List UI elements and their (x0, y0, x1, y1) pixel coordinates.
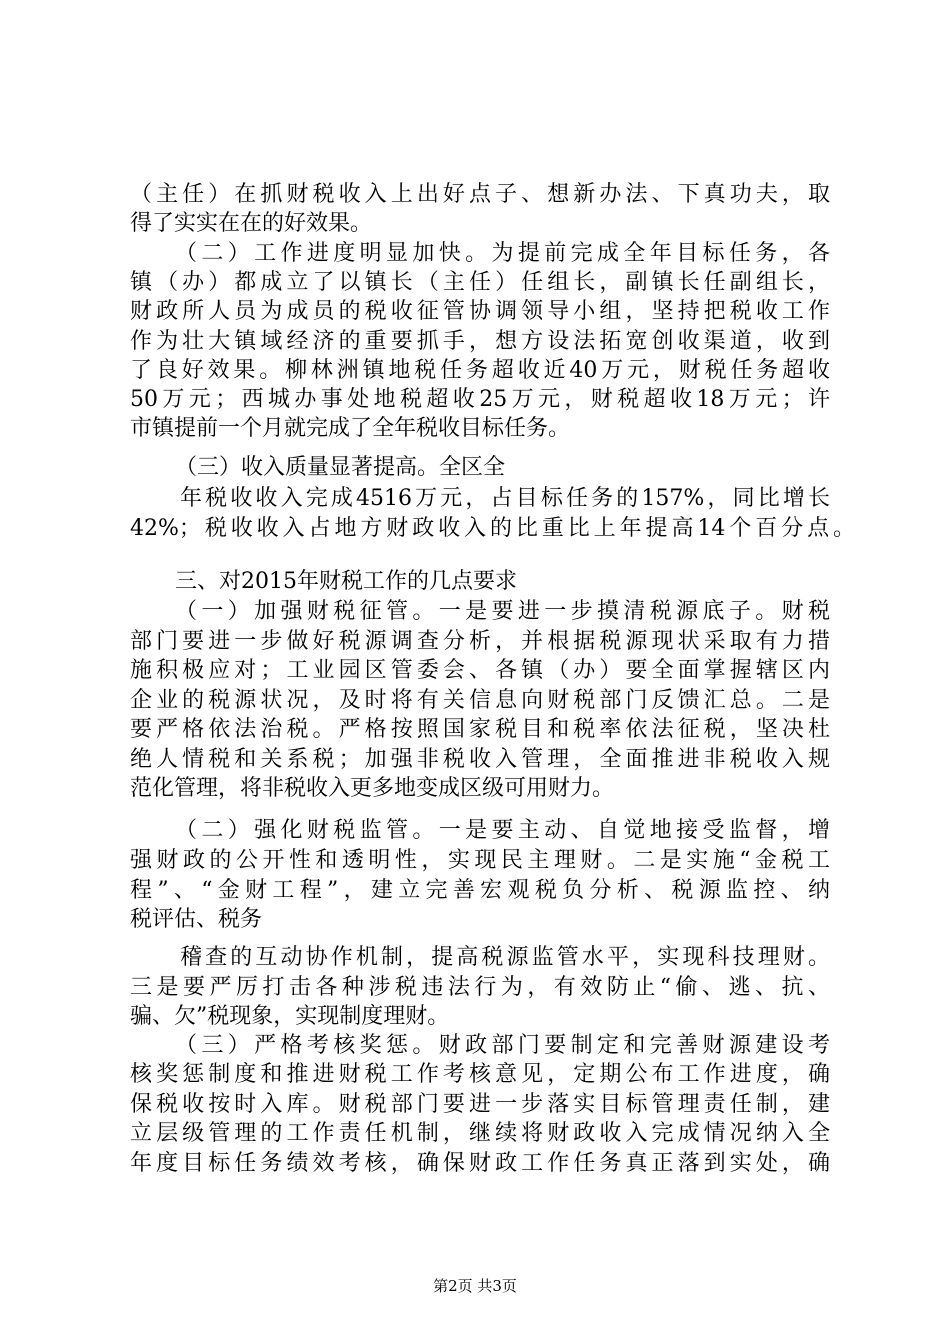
text-line: （三）收入质量显著提高。全区全 (175, 455, 506, 480)
text-line: 绝人情税和关系税；加强非税收入管理，全面推进非税收入规 (130, 747, 830, 772)
text-line: 企业的税源状况，及时将有关信息向财税部门反馈汇总。二是 (130, 688, 830, 713)
text-line: （一）加强财税征管。一是要进一步摸清税源底子。财税 (175, 599, 830, 624)
text-line: 程”、“金财工程”，建立完善宏观税负分析、税源监控、纳 (130, 878, 830, 903)
text-line: 税评估、税务 (130, 907, 263, 932)
text-line: 稽查的互动协作机制，提高税源监管水平，实现科技理财。 (180, 945, 830, 970)
text-line: 年度目标任务绩效考核，确保财政工作任务真正落到实处，确 (130, 1151, 830, 1176)
text-line: （二）强化财税监管。一是要主动、自觉地接受监督，增 (175, 818, 830, 843)
text-line: （主任）在抓财税收入上出好点子、想新办法、下真功夫，取 (130, 182, 830, 207)
text-line: 范化管理，将非税收入更多地变成区级可用财力。 (130, 776, 615, 801)
text-line: 部门要进一步做好税源调查分析，并根据税源现状采取有力措 (130, 629, 830, 654)
text-line: 镇（办）都成立了以镇长（主任）任组长，副镇长任副组长， (130, 270, 830, 295)
text-line: 骗、欠”税现象，实现制度理财。 (130, 1004, 450, 1029)
text-line: 三是要严厉打击各种涉税违法行为，有效防止“偷、逃、抗、 (130, 975, 830, 1000)
text-line: 作为壮大镇域经济的重要抓手，想方设法拓宽创收渠道，收到 (130, 329, 830, 354)
text-line: 得了实实在在的好效果。 (130, 211, 373, 236)
section-heading: 三、对2015年财税工作的几点要求 (175, 569, 517, 594)
text-line: 年税收收入完成4516万元，占目标任务的157%，同比增长 (180, 486, 830, 511)
text-line: 保税收按时入库。财税部门要进一步落实目标管理责任制，建 (130, 1092, 830, 1117)
text-line: 50万元；西城办事处地税超收25万元，财税超收18万元；许 (130, 387, 830, 412)
text-line: 核奖惩制度和推进财税工作考核意见，定期公布工作进度，确 (130, 1062, 830, 1087)
text-line: （二）工作进度明显加快。为提前完成全年目标任务，各 (175, 241, 830, 266)
text-line: 了良好效果。柳林洲镇地税任务超收近40万元，财税任务超收 (130, 358, 830, 383)
text-line: 财政所人员为成员的税收征管协调领导小组，坚持把税收工作 (130, 299, 830, 324)
text-line: 立层级管理的工作责任机制，继续将财政收入完成情况纳入全 (130, 1121, 830, 1146)
text-line: 强财政的公开性和透明性，实现民主理财。二是实施“金税工 (130, 848, 830, 873)
text-line: 市镇提前一个月就完成了全年税收目标任务。 (130, 416, 571, 441)
text-line: 要严格依法治税。严格按照国家税目和税率依法征税，坚决杜 (130, 717, 830, 742)
page-footer: 第2页 共3页 (433, 1277, 517, 1295)
text-line: 施积极应对；工业园区管委会、各镇（办）要全面掌握辖区内 (130, 658, 830, 683)
text-line: （三）严格考核奖惩。财政部门要制定和完善财源建设考 (175, 1033, 830, 1058)
text-line: 42%；税收收入占地方财政收入的比重比上年提高14个百分点。 (130, 516, 855, 541)
